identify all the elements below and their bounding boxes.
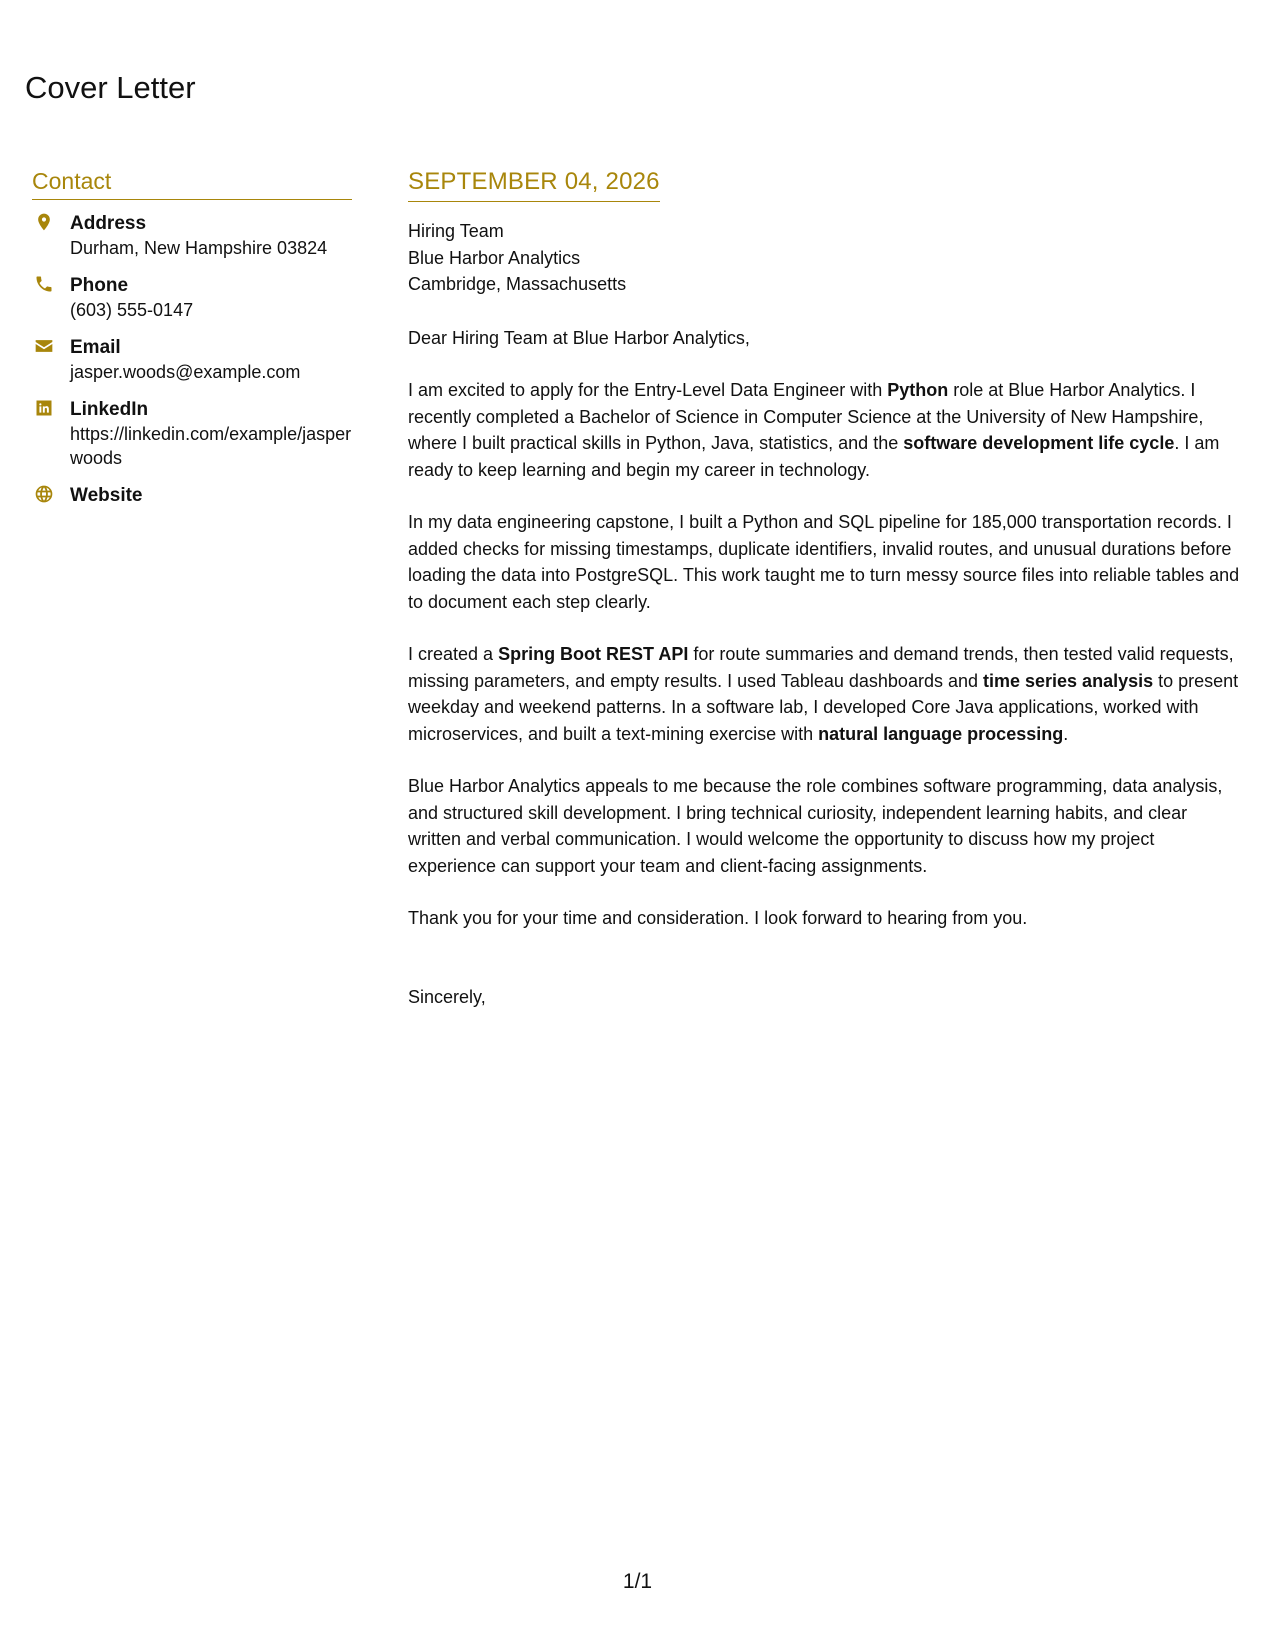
recipient-line: Hiring Team (408, 221, 504, 241)
paragraph-4: Blue Harbor Analytics appeals to me because the role combines software programming, data analysis, and structured skill development. I bring technical curiosity, independent learning habits, and clear written and verbal communication. I would welcome the opportunity to discuss how my project experience can support your team and client-facing assignments. (408, 776, 1223, 876)
letter-body (408, 168, 1244, 1036)
contact-website (32, 484, 352, 508)
phone-label: Phone (70, 275, 129, 296)
recipient-line: Blue Harbor Analytics (408, 247, 581, 268)
linkedin-url[interactable]: https://linkedin.com/example/jasperwoods (70, 424, 352, 468)
paragraph-2: In my data engineering capstone, I built a Python and SQL pipeline for 185,000 transportation records. I added checks for missing timestamps, duplicate identifiers, invalid routes, and unusual durations before loading the data into PostgreSQL. This work taught me to turn messy source files into reliable tables and to document each step clearly. (408, 512, 1240, 612)
contact-heading: Contact (32, 168, 352, 200)
contact-linkedin (32, 398, 352, 470)
paragraph-5: Thank you for your time and consideration. I look forward to hearing from you. (408, 908, 1028, 928)
contact-email (32, 336, 352, 384)
contact-sidebar (32, 168, 352, 522)
email-value[interactable]: jasper.woods@example.com (70, 362, 301, 382)
address-value: Durham, New Hampshire 03824 (70, 238, 328, 258)
closing: Sincerely, (408, 986, 486, 1007)
contact-address (32, 212, 352, 260)
page-number: 1/1 (622, 1570, 653, 1593)
contact-phone (32, 274, 352, 322)
letter-date: SEPTEMBER 04, 2026 (408, 168, 660, 202)
envelope-icon (32, 336, 56, 360)
address-label: Address (70, 213, 147, 234)
paragraph-3: I created a Spring Boot REST API for route summaries and demand trends, then tested valid requests, missing parameters, and empty results. I used Tableau dashboards and time series analysis to present weekday and weekend patterns. In a software lab, I developed Core Java applications, worked with microservices, and built a text-mining exercise with natural language processing. (408, 644, 1239, 744)
globe-icon (32, 484, 56, 508)
salutation: Dear Hiring Team at Blue Harbor Analytics, (408, 327, 750, 348)
website-label: Website (70, 485, 143, 506)
paragraph-1: I am excited to apply for the Entry-Level Data Engineer with Python role at Blue Harbor Analytics. I recently completed a Bachelor of Science in Computer Science at the University of New Hampshire, where I built practical skills in Python, Java, statistics, and the software development life cycle. I am ready to keep learning and begin my career in technology. (408, 380, 1220, 480)
phone-value: (603) 555-0147 (70, 300, 194, 320)
linkedin-label: LinkedIn (70, 399, 149, 420)
linkedin-icon (32, 398, 56, 422)
map-pin-icon (32, 212, 56, 236)
recipient-line: Cambridge, Massachusetts (408, 274, 627, 294)
phone-icon (32, 274, 56, 298)
email-label: Email (70, 337, 121, 358)
recipient-block (408, 218, 1244, 298)
document-title: Cover Letter (25, 70, 196, 105)
